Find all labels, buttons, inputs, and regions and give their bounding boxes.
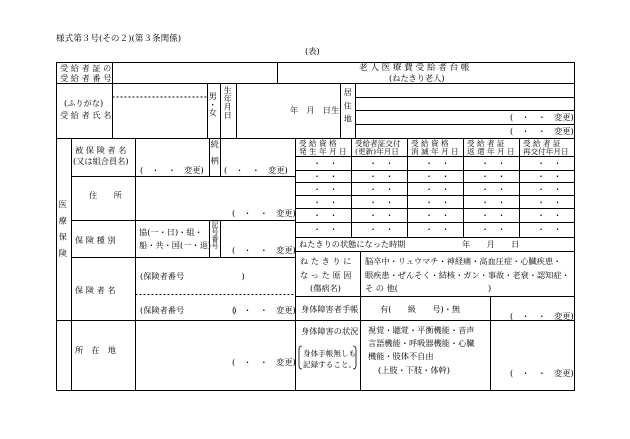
- insurance-type-opts-2: 船・共・国(一・退): [139, 240, 211, 250]
- date-cell: ・ ・: [313, 171, 338, 181]
- disability-note-2: 記録すること。: [303, 360, 357, 369]
- name-label: 受 給 者 氏 名: [60, 110, 112, 120]
- date-cell: ・ ・: [369, 197, 394, 207]
- disability-change: ( ・ ・ 変更): [510, 368, 574, 378]
- date-cell: ・ ・: [313, 184, 338, 194]
- symbol-number-label: 記号番号: [211, 221, 219, 249]
- insured-name-label: 被 保 険 者 名: [75, 145, 127, 155]
- date-cell: ・ ・: [369, 210, 394, 220]
- date-cell: ・ ・: [369, 224, 394, 234]
- address-change-1: ( ・ ・ 変更): [510, 112, 574, 122]
- cause-label-2: な っ た 原 因: [300, 270, 352, 280]
- date-cell: ・ ・: [313, 158, 338, 168]
- insurer-number-1: (保険者番号 ): [140, 271, 245, 281]
- address-vertical: 居住地: [343, 88, 354, 128]
- cause-text-2: 眼疾患・ぜんそく・結核・ガン・事故・老衰・認知症・: [365, 270, 570, 280]
- cause-text-1: 脳卒中・リュウマチ・神経痛・高血圧症・心臓疾患・: [365, 256, 562, 266]
- insurer-change: ( ・ ・ 変更): [232, 305, 296, 315]
- furigana-label: (ふりがな): [64, 98, 104, 108]
- col-header-1-b: (更新)年月日: [355, 147, 399, 156]
- date-cell: ・ ・: [425, 171, 450, 181]
- date-cell: ・ ・: [425, 224, 450, 234]
- date-cell: ・ ・: [537, 184, 562, 194]
- birth-label: 生年月日: [223, 86, 234, 119]
- handbook-value: 有( 級 号)・無: [380, 304, 461, 314]
- cause-label-3: (傷病名): [310, 283, 341, 293]
- date-cell: ・ ・: [481, 210, 506, 220]
- date-cell: ・ ・: [313, 224, 338, 234]
- cause-text-3: そ の 他( ): [365, 283, 492, 293]
- ledger-title: 老 人 医 療 費 受 給 者 台 帳: [359, 63, 470, 73]
- date-cell: ・ ・: [313, 210, 338, 220]
- insurer-name-label: 保 険 者 名: [75, 285, 116, 295]
- col-header-4-b: 再交付年月日: [523, 147, 569, 156]
- date-cell: ・ ・: [481, 197, 506, 207]
- form-number: 様式第３号(その２)(第３条関係): [56, 34, 182, 44]
- date-cell: ・ ・: [481, 158, 506, 168]
- disability-text-2: 言語機能・呼吸器機能・心臓: [368, 338, 475, 348]
- col-header-4-a: 受 給 者 証: [523, 139, 561, 148]
- address-change-2: ( ・ ・ 変更): [510, 126, 574, 136]
- date-cell: ・ ・: [537, 197, 562, 207]
- col-header-1-a: 受給者証交付: [355, 139, 401, 148]
- date-cell: ・ ・: [481, 184, 506, 194]
- col-header-0-b: 発 生 年 月 日: [299, 147, 347, 156]
- side-label: (表): [305, 46, 320, 56]
- date-cell: ・ ・: [369, 158, 394, 168]
- address-label: 住 所: [89, 190, 122, 200]
- relation-change: ( ・ ・ 変更): [224, 165, 288, 175]
- insured-name-sub: (又は組合員名): [73, 156, 129, 166]
- col-header-2-b: 消 滅 年 月 日: [411, 147, 459, 156]
- address-change: ( ・ ・ 変更): [232, 208, 296, 218]
- date-cell: ・ ・: [481, 224, 506, 234]
- insurance-type-opts-1: 協(一・日)・組・: [139, 227, 203, 237]
- date-cell: ・ ・: [425, 158, 450, 168]
- date-cell: ・ ・: [425, 210, 450, 220]
- date-cell: ・ ・: [425, 197, 450, 207]
- insurer-number-2: (保険者番号 ): [140, 305, 237, 315]
- col-header-0-a: 受 給 資 格: [299, 139, 337, 148]
- side-medical-insurance: 医療保険: [58, 200, 69, 265]
- date-cell: ・ ・: [425, 184, 450, 194]
- birth-date-format: 年 月 日生: [290, 105, 340, 115]
- location-change: ( ・ ・ 変更): [232, 357, 296, 367]
- location-label: 所 在 地: [75, 345, 116, 355]
- date-cell: ・ ・: [369, 184, 394, 194]
- date-cell: ・ ・: [537, 158, 562, 168]
- disability-text-4: (上肢・下肢・体幹): [378, 365, 450, 375]
- disability-text-1: 視覚・聴覚・平衡機能・音声: [368, 325, 475, 335]
- col-header-3-a: 受 給 者 証: [467, 139, 505, 148]
- disability-note-1: 身体手帳無しも: [303, 349, 357, 358]
- handbook-change: ( ・ ・ 変更): [510, 311, 574, 321]
- disability-text-3: 機能・肢体不自由: [368, 351, 434, 361]
- insured-change: ( ・ ・ 変更): [140, 165, 204, 175]
- date-cell: ・ ・: [537, 210, 562, 220]
- bedridden-label: ねたきりの状態になった時期: [299, 239, 406, 249]
- ledger-subtitle: (ねたきり老人): [389, 73, 445, 83]
- date-cell: ・ ・: [369, 171, 394, 181]
- date-cell: ・ ・: [313, 197, 338, 207]
- insurance-type-label: 保 険 種 別: [75, 235, 116, 245]
- recipient-cert-label-2: 受 給 者 番 号: [60, 73, 112, 83]
- symbol-change: ( ・ ・ 変更): [232, 245, 296, 255]
- gender-label: 男・女: [208, 92, 219, 117]
- date-cell: ・ ・: [481, 171, 506, 181]
- date-cell: ・ ・: [537, 171, 562, 181]
- disability-label: 身体障害の状況: [301, 326, 359, 336]
- cause-label-1: ね た き り に: [300, 256, 352, 266]
- relation-label: 続柄: [210, 140, 221, 173]
- col-header-3-b: 返 還 年 月 日: [467, 147, 515, 156]
- handbook-label: 身体障害者手帳: [301, 304, 359, 314]
- col-header-2-a: 受 給 資 格: [411, 139, 449, 148]
- date-cell: ・ ・: [537, 224, 562, 234]
- bedridden-date: 年 月 日: [462, 239, 520, 249]
- recipient-cert-label-1: 受 給 者 証 の: [60, 63, 112, 73]
